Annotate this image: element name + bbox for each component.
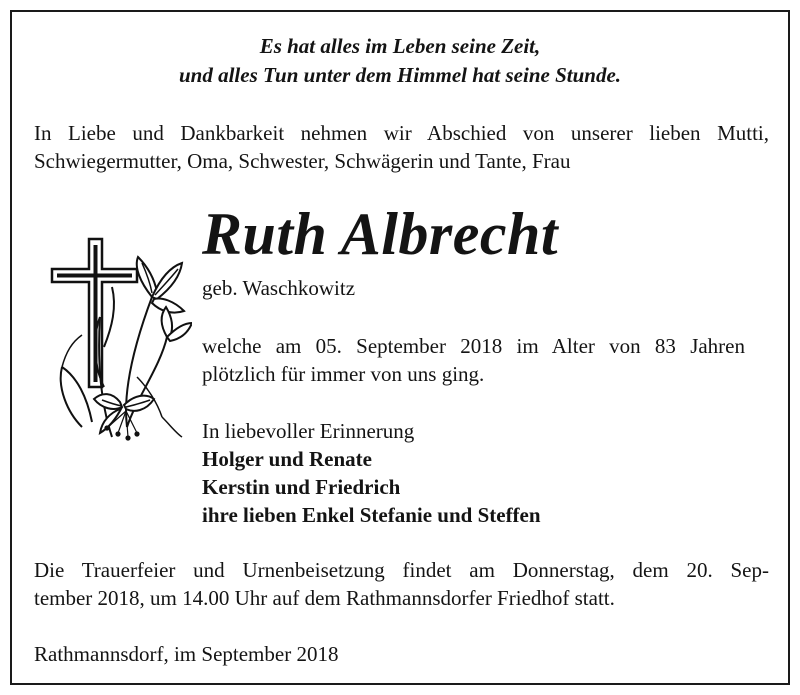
mourner-name: ihre lieben Enkel Stefanie und Steffen	[202, 503, 541, 527]
death-notice-line-1: welche am 05. September 2018 im Alter von 83 Jahren	[202, 334, 745, 358]
intro-line-1: In Liebe und Dankbarkeit nehmen wir Abschied von unserer lieben Mutti,	[34, 121, 769, 145]
motto-line-2: und alles Tun unter dem Himmel hat seine Stunde.	[178, 63, 622, 87]
cross-with-lilies-icon	[42, 227, 192, 462]
mourner-name: Kerstin und Friedrich	[202, 475, 401, 499]
deceased-name: Ruth Albrecht	[202, 201, 559, 267]
death-notice-line-2: plötzlich für immer von uns ging.	[202, 362, 485, 386]
place-date: Rathmannsdorf, im September 2018	[34, 642, 339, 666]
birth-name: geb. Waschkowitz	[202, 276, 356, 300]
obituary-notice	[10, 10, 790, 685]
funeral-line-2: tember 2018, um 14.00 Uhr auf dem Rathmannsdorfer Friedhof statt.	[34, 586, 615, 610]
motto-line-1: Es hat alles im Leben seine Zeit,	[259, 34, 541, 58]
mourners-heading: In liebevoller Erinnerung	[202, 419, 415, 443]
funeral-line-1: Die Trauerfeier und Urnenbeisetzung findet am Donnerstag, dem 20. Sep-	[34, 558, 769, 582]
mourner-name: Holger und Renate	[202, 447, 372, 471]
intro-line-2: Schwiegermutter, Oma, Schwester, Schwägerin und Tante, Frau	[34, 149, 571, 173]
